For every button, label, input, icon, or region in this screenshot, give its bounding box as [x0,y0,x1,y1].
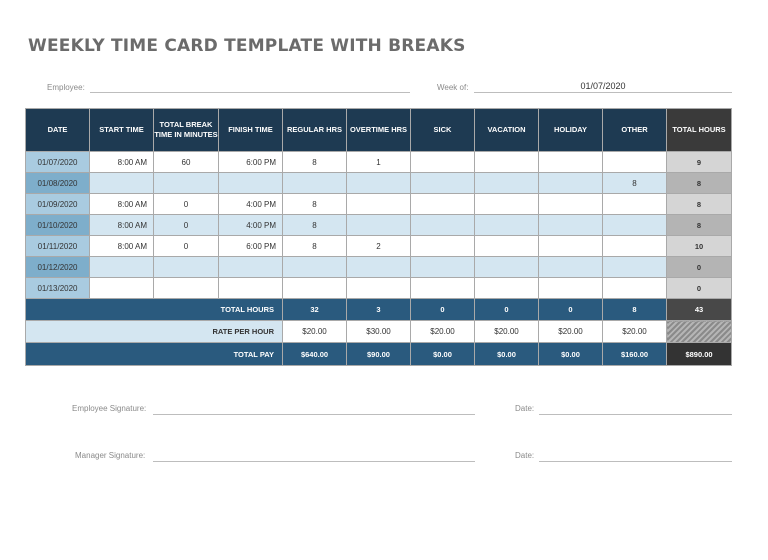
date-cell[interactable]: 01/09/2020 [26,194,90,215]
total-hours-cell: 0 [667,278,732,299]
manager-date-field[interactable] [539,449,732,462]
other-cell[interactable] [603,152,667,173]
vacation-cell[interactable] [475,236,539,257]
rate-holiday[interactable]: $20.00 [539,321,603,343]
overtime-hrs-cell[interactable] [347,278,411,299]
start-time-cell[interactable] [90,278,154,299]
date-cell[interactable]: 01/08/2020 [26,173,90,194]
pay-holiday: $0.00 [539,343,603,366]
table-row [26,236,732,257]
col-header-break-minutes: TOTAL BREAK TIME IN MINUTES [154,109,219,152]
rate-overtime[interactable]: $30.00 [347,321,411,343]
break-minutes-cell[interactable]: 0 [154,194,219,215]
overtime-hrs-cell[interactable] [347,194,411,215]
total-hours-cell: 10 [667,236,732,257]
pay-other: $160.00 [603,343,667,366]
grand-total-hours: 43 [667,299,732,321]
sick-cell[interactable] [411,257,475,278]
vacation-cell[interactable] [475,152,539,173]
other-cell[interactable] [603,257,667,278]
date-cell[interactable]: 01/13/2020 [26,278,90,299]
regular-hrs-cell[interactable]: 8 [283,236,347,257]
table-header-row [26,109,732,152]
employee-date-label: Date: [515,404,535,413]
employee-date-field[interactable] [539,402,732,415]
col-header-date: DATE [26,109,90,152]
sick-cell[interactable] [411,236,475,257]
rate-vacation[interactable]: $20.00 [475,321,539,343]
table-row [26,257,732,278]
start-time-cell[interactable] [90,173,154,194]
finish-time-cell[interactable]: 6:00 PM [219,152,283,173]
regular-hrs-cell[interactable] [283,173,347,194]
week-of-label: Week of: [437,83,469,92]
vacation-cell[interactable] [475,173,539,194]
total-overtime-hrs: 3 [347,299,411,321]
overtime-hrs-cell[interactable] [347,257,411,278]
sick-cell[interactable] [411,173,475,194]
table-row [26,152,732,173]
manager-date-label: Date: [515,451,535,460]
overtime-hrs-cell[interactable] [347,173,411,194]
other-cell[interactable] [603,194,667,215]
holiday-cell[interactable] [539,215,603,236]
total-hours-cell: 8 [667,194,732,215]
table-row [26,215,732,236]
start-time-cell[interactable]: 8:00 AM [90,194,154,215]
rate-per-hour-row [26,321,732,343]
col-header-regular-hrs: REGULAR HRS [283,109,347,152]
total-hours-cell: 8 [667,173,732,194]
total-vacation-hrs: 0 [475,299,539,321]
total-hours-cell: 9 [667,152,732,173]
table-row [26,278,732,299]
regular-hrs-cell[interactable]: 8 [283,194,347,215]
break-minutes-cell[interactable] [154,278,219,299]
col-header-total-hours: TOTAL HOURS [667,109,732,152]
overtime-hrs-cell[interactable]: 2 [347,236,411,257]
manager-signature-field[interactable] [153,449,475,462]
other-cell[interactable]: 8 [603,173,667,194]
vacation-cell[interactable] [475,257,539,278]
holiday-cell[interactable] [539,194,603,215]
holiday-cell[interactable] [539,257,603,278]
regular-hrs-cell[interactable] [283,278,347,299]
rate-other[interactable]: $20.00 [603,321,667,343]
pay-regular: $640.00 [283,343,347,366]
sick-cell[interactable] [411,215,475,236]
holiday-cell[interactable] [539,236,603,257]
finish-time-cell[interactable]: 4:00 PM [219,194,283,215]
employee-field[interactable] [90,80,410,93]
holiday-cell[interactable] [539,152,603,173]
table-row [26,173,732,194]
rate-total-hatched [667,321,732,343]
vacation-cell[interactable] [475,194,539,215]
col-header-sick: SICK [411,109,475,152]
col-header-overtime-hrs: OVERTIME HRS [347,109,411,152]
break-minutes-cell[interactable] [154,257,219,278]
total-hours-cell: 8 [667,215,732,236]
total-pay-row [26,343,732,366]
col-header-finish-time: FINISH TIME [219,109,283,152]
time-card-table [25,108,732,366]
total-sick-hrs: 0 [411,299,475,321]
date-cell[interactable]: 01/10/2020 [26,215,90,236]
pay-sick: $0.00 [411,343,475,366]
other-cell[interactable] [603,236,667,257]
sick-cell[interactable] [411,194,475,215]
date-cell[interactable]: 01/07/2020 [26,152,90,173]
finish-time-cell[interactable] [219,278,283,299]
other-cell[interactable] [603,215,667,236]
col-header-other: OTHER [603,109,667,152]
rate-per-hour-label: RATE PER HOUR [26,321,283,343]
total-hours-row [26,299,732,321]
regular-hrs-cell[interactable]: 8 [283,215,347,236]
manager-signature-label: Manager Signature: [75,451,146,460]
page-title: WEEKLY TIME CARD TEMPLATE WITH BREAKS [28,36,466,56]
finish-time-cell[interactable]: 4:00 PM [219,215,283,236]
finish-time-cell[interactable]: 6:00 PM [219,236,283,257]
col-header-vacation: VACATION [475,109,539,152]
total-other-hrs: 8 [603,299,667,321]
holiday-cell[interactable] [539,173,603,194]
finish-time-cell[interactable] [219,173,283,194]
break-minutes-cell[interactable]: 0 [154,236,219,257]
overtime-hrs-cell[interactable] [347,215,411,236]
regular-hrs-cell[interactable]: 8 [283,152,347,173]
total-holiday-hrs: 0 [539,299,603,321]
vacation-cell[interactable] [475,215,539,236]
date-cell[interactable]: 01/11/2020 [26,236,90,257]
regular-hrs-cell[interactable] [283,257,347,278]
sick-cell[interactable] [411,278,475,299]
col-header-holiday: HOLIDAY [539,109,603,152]
col-header-start-time: START TIME [90,109,154,152]
week-of-field[interactable]: 01/07/2020 [474,80,732,93]
pay-overtime: $90.00 [347,343,411,366]
break-minutes-cell[interactable] [154,173,219,194]
total-regular-hrs: 32 [283,299,347,321]
holiday-cell[interactable] [539,278,603,299]
start-time-cell[interactable] [90,257,154,278]
rate-sick[interactable]: $20.00 [411,321,475,343]
employee-signature-field[interactable] [153,402,475,415]
start-time-cell[interactable]: 8:00 AM [90,236,154,257]
break-minutes-cell[interactable]: 60 [154,152,219,173]
finish-time-cell[interactable] [219,257,283,278]
vacation-cell[interactable] [475,278,539,299]
date-cell[interactable]: 01/12/2020 [26,257,90,278]
rate-regular[interactable]: $20.00 [283,321,347,343]
sick-cell[interactable] [411,152,475,173]
total-pay-label: TOTAL PAY [26,343,283,366]
start-time-cell[interactable]: 8:00 AM [90,152,154,173]
break-minutes-cell[interactable]: 0 [154,215,219,236]
employee-signature-label: Employee Signature: [72,404,147,413]
total-hours-label: TOTAL HOURS [26,299,283,321]
other-cell[interactable] [603,278,667,299]
pay-vacation: $0.00 [475,343,539,366]
grand-total-pay: $890.00 [667,343,732,366]
table-row [26,194,732,215]
start-time-cell[interactable]: 8:00 AM [90,215,154,236]
overtime-hrs-cell[interactable]: 1 [347,152,411,173]
employee-label: Employee: [47,83,85,92]
total-hours-cell: 0 [667,257,732,278]
